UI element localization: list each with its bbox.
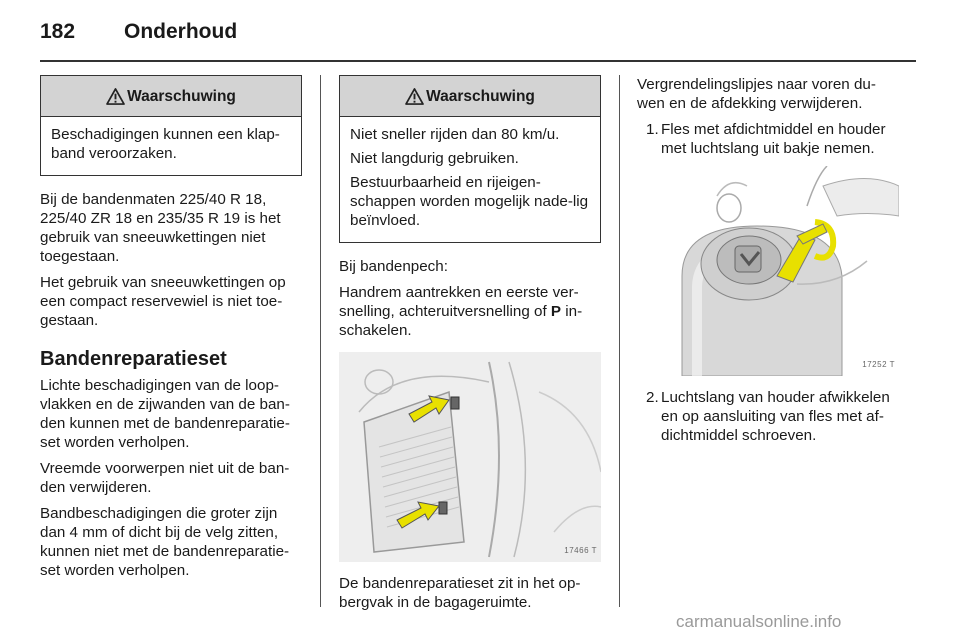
warning-line: Niet langdurig gebruiken.: [350, 150, 519, 167]
figure-code: 17252 T: [862, 360, 895, 369]
text-run: Handrem aantrekken en eerste ver-snelling, achteruitversnelling of: [339, 284, 579, 320]
step-item: [637, 388, 899, 445]
figure-sealant-bottle: [637, 166, 899, 376]
page-header: [40, 14, 920, 50]
warning-line: Niet sneller rijden dan 80 km/u.: [350, 126, 560, 143]
warning-box-2: [339, 75, 601, 243]
step-item: [637, 120, 899, 158]
paragraph: Lichte beschadigingen van de loop-vlakken en de zijwanden van de ban-den kunnen met de bandenreparatie-set worden verholpen.: [40, 377, 290, 451]
storage-compartment-illustration: [339, 352, 601, 562]
step-list: [637, 120, 899, 158]
column-1: [40, 75, 302, 587]
paragraph: Bij bandenpech:: [339, 258, 448, 275]
paragraph: Het gebruik van sneeuwkettingen op een compact reservewiel is niet toe-gestaan.: [40, 274, 286, 329]
warning-icon: [106, 88, 125, 105]
sealant-bottle-illustration: [637, 166, 899, 376]
warning-body: [41, 117, 301, 175]
step-number: 2.: [646, 389, 659, 406]
paragraph: Bandbeschadigingen die groter zijn dan 4 mm of dicht bij de velg zitten, kunnen niet met de bandenreparatie-set worden verholpen.: [40, 505, 290, 579]
step-text: Luchtslang van houder afwikkelen en op aansluiting van fles met af-dichtmiddel schroeven.: [661, 389, 890, 444]
warning-body: [340, 117, 600, 242]
gear-p-label: P: [550, 303, 562, 320]
warning-icon: [405, 88, 424, 105]
figure-storage-compartment: [339, 352, 601, 562]
step-number: 1.: [646, 121, 659, 138]
warning-header: [340, 76, 600, 117]
column-3: [637, 75, 899, 451]
column-divider-2: [619, 75, 620, 607]
column-divider-1: [320, 75, 321, 607]
warning-text: Beschadigingen kunnen een klap-band veroorzaken.: [51, 126, 280, 162]
section-title: Bandenreparatieset: [40, 348, 227, 370]
page-title: Onderhoud: [124, 20, 238, 43]
paragraph: Vreemde voorwerpen niet uit de ban-den verwijderen.: [40, 460, 290, 496]
warning-box-1: [40, 75, 302, 176]
step-text: Fles met afdichtmiddel en houder met luchtslang uit bakje nemen.: [661, 121, 886, 157]
warning-title: Waarschuwing: [426, 87, 535, 105]
figure-code: 17466 T: [564, 546, 597, 555]
page-number: 182: [40, 20, 76, 43]
paragraph: De bandenreparatieset zit in het op-bergvak in de bagageruimte.: [339, 575, 581, 611]
paragraph: Bij de bandenmaten 225/40 R 18, 225/40 ZR 18 en 235/35 R 19 is het gebruik van sneeuwkettingen niet toegestaan.: [40, 191, 281, 265]
watermark: carmanualsonline.info: [676, 612, 842, 631]
warning-line: Bestuurbaarheid en rijeigen-schappen worden mogelijk nade-lig beïnvloed.: [350, 174, 589, 229]
paragraph: [339, 283, 601, 340]
header-divider: [40, 60, 916, 62]
text-run: in-schakelen.: [339, 303, 583, 339]
step-list: [637, 388, 899, 445]
warning-header: [41, 76, 301, 117]
column-2: [339, 75, 601, 619]
warning-title: Waarschuwing: [127, 87, 236, 105]
paragraph: Vergrendelingslipjes naar voren du-wen en de afdekking verwijderen.: [637, 76, 876, 112]
